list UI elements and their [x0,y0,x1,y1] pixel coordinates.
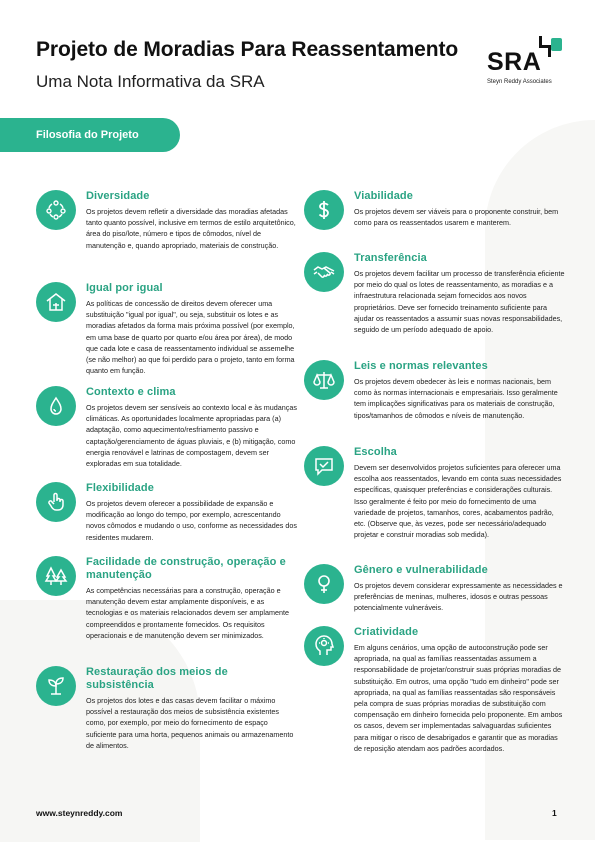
item-contexto-clima [36,386,298,482]
item-title: Diversidade [86,190,150,202]
item-title: Gênero e vulnerabilidade [354,564,488,576]
plant-icon [36,666,76,706]
trees-icon [36,556,76,596]
item-body: Os projetos devem considerar expressamente as necessidades e preferências de meninas, mulheres, idosos e outras pessoas potencialmente vulneráveis. [354,581,563,613]
touch-icon [36,482,76,522]
item-title: Igual por igual [86,282,163,294]
item-body: Os projetos devem oferecer a possibilidade de expansão e modificação ao longo do tempo, por exemplo, acrescentando novos cômodos e mudando o uso, conforme as necessidades dos residentes mudarem. [86,499,297,542]
item-viabilidade [304,190,566,252]
item-title: Viabilidade [354,190,413,202]
item-title: Escolha [354,446,397,458]
item-body: Os projetos devem obedecer às leis e normas nacionais, bem como às normas internacionais e empresariais. Isso geralmente tem implicações significativas para os materiais de construção, tipos/tamanhos de cômodos e níveis de manutenção. [354,377,558,420]
item-flexibilidade [36,482,298,556]
section-band [0,118,180,152]
scales-icon [304,360,344,400]
item-body: Os projetos devem facilitar um processo de transferência eficiente por meio do qual os lotes de reassentamento, as moradias e a infraestrutura relacionada sejam fornecidos aos novos proprietários. Deve ser fornecido treinamento suficiente para ajudar os reassentados a assumir suas novas responsabilidades, seguido de um período adequado de apoio. [354,269,565,335]
left-column [36,190,298,751]
female-icon [304,564,344,604]
item-leis-normas [304,360,566,446]
item-body: Os projetos devem refletir a diversidade das moradias afetadas tanto quanto possível, inclusive em termos de estilo arquitetônico, área do piso/lote, número e tipos de cômodos, nível de manutenção e, quando apropriado, materiais de construção. [86,207,296,250]
item-body: Os projetos devem ser viáveis para o proponente construir, bem como para os reassentados usarem e manterem. [354,207,559,228]
speech-check-icon [304,446,344,486]
item-title: Criatividade [354,626,419,638]
item-transferencia [304,252,566,360]
right-column [304,190,566,754]
item-body: Os projetos dos lotes e das casas devem facilitar o máximo possível a restauração dos meios de subsistência existentes como, por exemplo, por meio do fornecimento de espaço suficiente para uma horta, pequenos animais ou armazenamento de alimentos. [86,696,294,750]
item-escolha [304,446,566,564]
house-icon [36,282,76,322]
item-body: As políticas de concessão de direitos devem oferecer uma substituição "igual por igual", ou seja, substituir os lotes e as moradias afetados da forma mais próxima possível (por exemplo, em uma base de quarto por quarto e/ou área por área), de modo que cada lote e casa de reassentamento individual se assemelhe (se não melhor) ao que foi perdido para o projeto, tanto em forma quanto em função. [86,299,295,376]
idea-head-icon [304,626,344,666]
footer-url[interactable]: www.steynreddy.com [36,808,123,818]
item-criatividade [304,626,566,754]
handshake-icon [304,252,344,292]
dollar-icon [304,190,344,230]
item-title: Transferência [354,252,427,264]
item-title: Restauração dos meios de subsistência [86,666,228,691]
item-body: Em alguns cenários, uma opção de autoconstrução pode ser apropriada, na qual as famílias reassentadas assumem a responsabilidade de projetar/construir suas próprias moradias de substituição. Em outros, uma opção "tudo em dinheiro" pode ser apropriada, na qual as famílias reassentadas são responsáveis pela compra de suas próprias moradias de substituição com compensação em dinheiro fornecida pelo proponente. Em ambos os casos, devem ser implementadas salvaguardas suficientes para mitigar o risco de desabrigados e garantir que as moradias de reposição atendam aos padrões acordados. [354,643,563,753]
logo-subtext: Steyn Reddy Associates [487,79,552,85]
diversity-icon [36,190,76,230]
item-body: Devem ser desenvolvidos projetos suficientes para oferecer uma escolha aos reassentados, levando em conta suas necessidades específicas, quaisquer preferências e considerações culturais. Isso geralmente é feito por meio do fornecimento de uma variedade de projetos, tamanhos, cores, acabamentos padrão, etc. (Observe que, às vezes, pode ser necessário/adequado projetar e construir moradias sob medida). [354,463,562,540]
page-number: 1 [552,808,557,818]
item-facilidade [36,556,298,666]
item-restauracao [36,666,298,751]
item-body: Os projetos devem ser sensíveis ao contexto local e às mudanças climáticas. As oportunidades localmente apropriadas para (a) adaptação, como aquecimento/resfriamento passivo e captação/gerenciamento de águas pluviais, e (b) mitigação, como energia renovável e latrinas de compostagem, devem ser exploradas em sua totalidade. [86,403,297,469]
item-body: As competências necessárias para a construção, operação e manutenção devem estar amplamente disponíveis, e as tecnologias e os materiais relacionados devem ser amplamente compreendidos e prontamente fornecidos. Os requisitos operacionais e de manutenção devem ser minimizados. [86,586,289,640]
climate-icon [36,386,76,426]
item-diversidade [36,190,298,282]
logo-text: SRA [487,48,542,76]
page-title: Projeto de Moradias Para Reassentamento [36,38,459,61]
page-subtitle: Uma Nota Informativa da SRA [36,72,265,91]
section-label: Filosofia do Projeto [36,129,139,141]
sra-logo [487,34,567,90]
item-title: Facilidade de construção, operação e manutenção [86,556,286,581]
item-igual-por-igual [36,282,298,386]
item-title: Flexibilidade [86,482,154,494]
item-genero [304,564,566,626]
item-title: Leis e normas relevantes [354,360,488,372]
item-title: Contexto e clima [86,386,176,398]
